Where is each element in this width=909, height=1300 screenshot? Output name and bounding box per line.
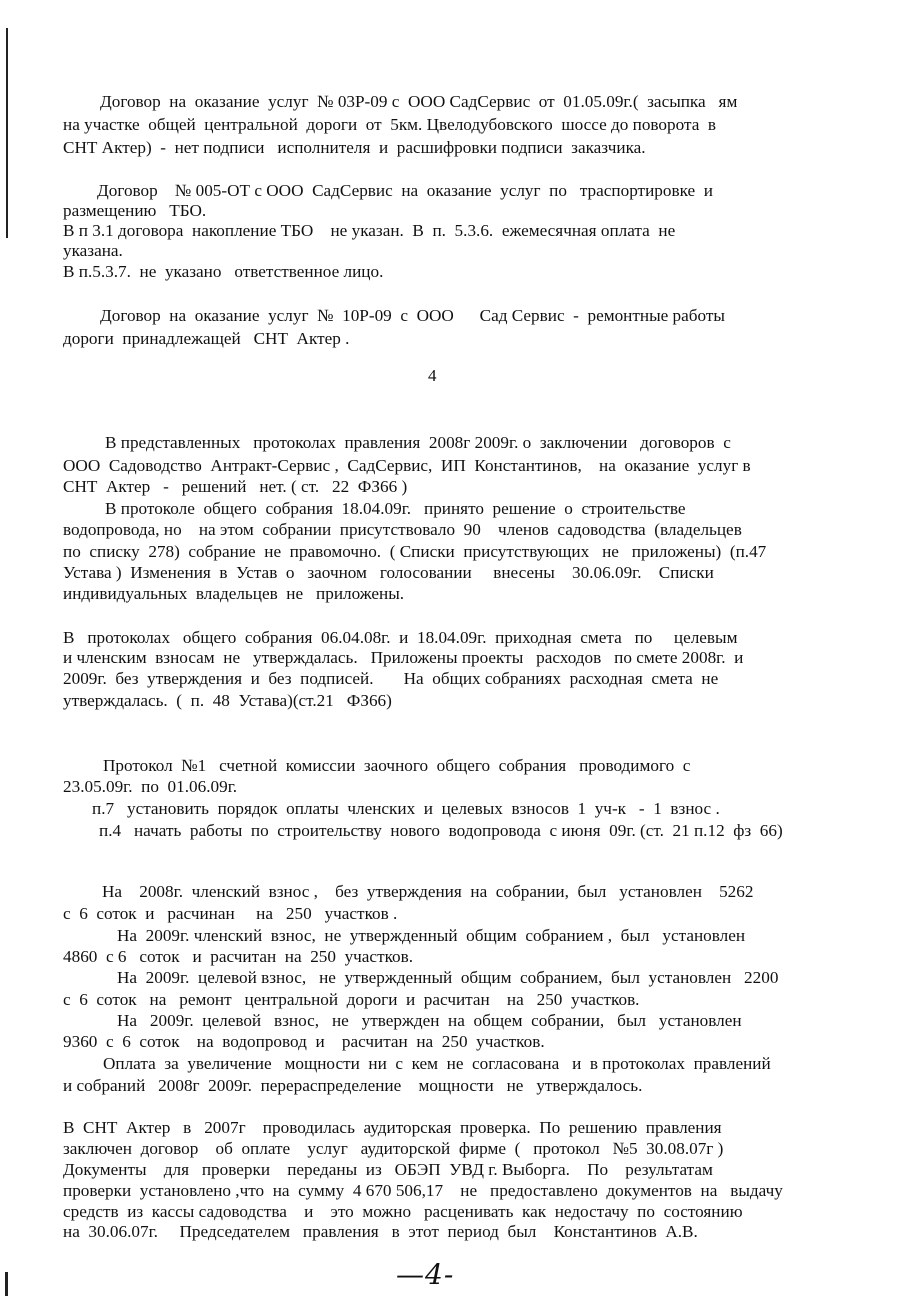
fees-line-5: На 2009г. целевой взнос, не утвержденный общим собранием, был установлен 2200 bbox=[117, 968, 779, 987]
board-protocols-line-2: ООО Садоводство Антракт-Сервис , СадСервис, ИП Константинов, на оказание услуг в bbox=[63, 456, 751, 475]
fees-line-1: На 2008г. членский взнос , без утверждения на собрании, был установлен 5262 bbox=[102, 882, 754, 901]
counting-commission-line-1: Протокол №1 счетной комиссии заочного общего собрания проводимого с bbox=[103, 756, 691, 775]
board-protocols-line-1: В представленных протоколах правления 2008г 2009г. о заключении договоров с bbox=[105, 433, 731, 452]
budget-line-1: В протоколах общего собрания 06.04.08г. и 18.04.09г. приходная смета по целевым bbox=[63, 628, 738, 647]
fees-line-3: На 2009г. членский взнос, не утвержденный общим собранием , был установлен bbox=[117, 926, 746, 945]
contract-03r-line-2: на участке общей центральной дороги от 5км. Цвелодубовского шоссе до поворота в bbox=[63, 115, 717, 134]
fees-line-7: На 2009г. целевой взнос, не утвержден на общем собрании, был установлен bbox=[117, 1011, 742, 1030]
counting-commission-line-2: 23.05.09г. по 01.06.09г. bbox=[63, 777, 238, 796]
fees-line-9: Оплата за увеличение мощности ни с кем не согласована и в протоколах правлений bbox=[103, 1054, 771, 1073]
audit-line-4: проверки установлено ,что на сумму 4 670 506,17 не предоставлено документов на выдачу bbox=[63, 1181, 783, 1200]
contract-03r-line-3: СНТ Актер) - нет подписи исполнителя и расшифровки подписи заказчика. bbox=[63, 138, 646, 157]
audit-line-6: на 30.06.07г. Председателем правления в этот период был Константинов А.В. bbox=[63, 1222, 698, 1241]
contract-005-line-5: В п.5.3.7. не указано ответственное лицо. bbox=[63, 262, 384, 281]
handwritten-page-number: —4- bbox=[396, 1258, 455, 1291]
budget-line-3: 2009г. без утверждения и без подписей. На общих собраниях расходная смета не bbox=[63, 669, 719, 688]
contract-005-line-2: размещению ТБО. bbox=[63, 201, 207, 220]
counting-commission-item-4: п.4 начать работы по строительству нового водопровода с июня 09г. (ст. 21 п.12 фз 66) bbox=[99, 821, 783, 840]
audit-line-1: В СНТ Актер в 2007г проводилась аудиторская проверка. По решению правления bbox=[63, 1118, 722, 1137]
general-meeting-line-4: Устава ) Изменения в Устав о заочном голосовании внесены 30.06.09г. Списки bbox=[63, 563, 714, 582]
general-meeting-line-3: по списку 278) собрание не правомочно. ( Списки присутствующих не приложены) (п.47 bbox=[63, 542, 767, 561]
contract-005-line-3: В п 3.1 договора накопление ТБО не указан. В п. 5.3.6. ежемесячная оплата не bbox=[63, 221, 676, 240]
counting-commission-item-7: п.7 установить порядок оплаты членских и целевых взносов 1 уч-к - 1 взнос . bbox=[92, 799, 720, 818]
general-meeting-line-5: индивидуальных владельцев не приложены. bbox=[63, 584, 405, 603]
contract-03r-line-1: Договор на оказание услуг № 03Р-09 с ООО СадСервис от 01.05.09г.( засыпка ям bbox=[100, 92, 738, 111]
fees-line-8: 9360 с 6 соток на водопровод и расчитан на 250 участков. bbox=[63, 1032, 545, 1051]
fees-line-4: 4860 с 6 соток и расчитан на 250 участков. bbox=[63, 947, 414, 966]
scan-edge-mark bbox=[6, 28, 8, 238]
scan-edge-mark-bottom bbox=[5, 1272, 8, 1296]
page-number: 4 bbox=[428, 366, 437, 385]
fees-line-2: с 6 соток и расчинан на 250 участков . bbox=[63, 904, 398, 923]
contract-005-line-1: Договор № 005-ОТ с ООО СадСервис на оказание услуг по траспортировке и bbox=[97, 181, 713, 200]
fees-line-10: и собраний 2008г 2009г. перераспределение мощности не утверждалось. bbox=[63, 1076, 643, 1095]
board-protocols-line-3: СНТ Актер - решений нет. ( ст. 22 ФЗ66 ) bbox=[63, 477, 408, 496]
general-meeting-line-2: водопровода, но на этом собрании присутствовало 90 членов садоводства (владельцев bbox=[63, 520, 742, 539]
fees-line-6: с 6 соток на ремонт центральной дороги и расчитан на 250 участков. bbox=[63, 990, 640, 1009]
audit-line-5: средств из кассы садоводства и это можно расценивать как недостачу по состоянию bbox=[63, 1202, 743, 1221]
audit-line-3: Документы для проверки переданы из ОБЭП УВД г. Выборга. По результатам bbox=[63, 1160, 713, 1179]
audit-line-2: заключен договор об оплате услуг аудиторской фирме ( протокол №5 30.08.07г ) bbox=[63, 1139, 724, 1158]
contract-005-line-4: указана. bbox=[63, 241, 123, 260]
budget-line-2: и членским взносам не утверждалась. Приложены проекты расходов по смете 2008г. и bbox=[63, 648, 744, 667]
contract-10r-line-1: Договор на оказание услуг № 10Р-09 с ООО Сад Сервис - ремонтные работы bbox=[100, 306, 725, 325]
contract-10r-line-2: дороги принадлежащей СНТ Актер . bbox=[63, 329, 350, 348]
general-meeting-line-1: В протоколе общего собрания 18.04.09г. принято решение о строительстве bbox=[105, 499, 686, 518]
budget-line-4: утверждалась. ( п. 48 Устава)(ст.21 ФЗ66) bbox=[63, 691, 392, 710]
